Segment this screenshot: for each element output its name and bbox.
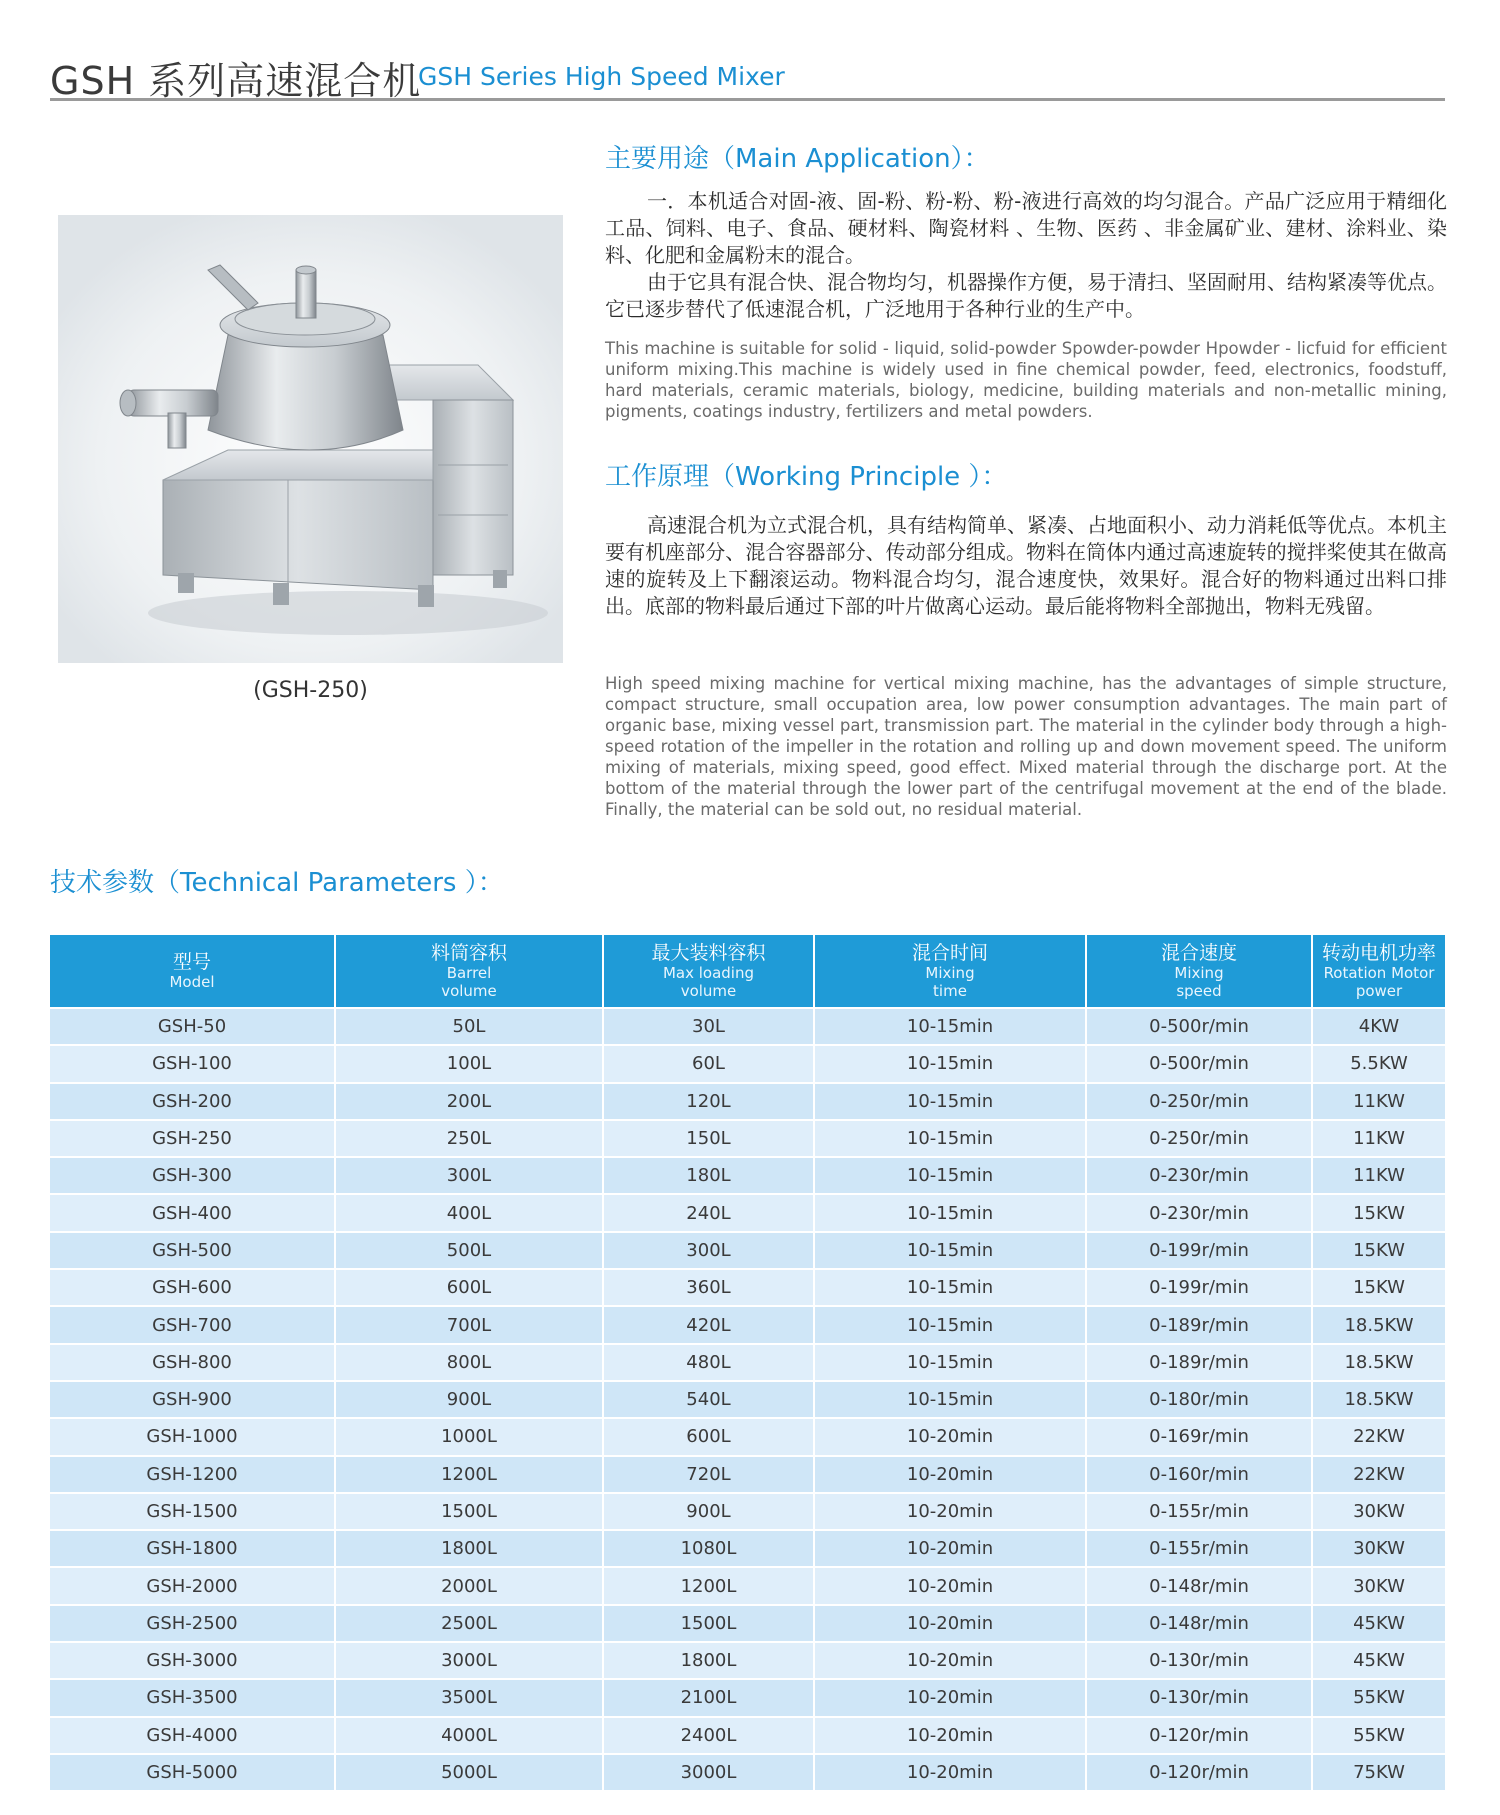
- column-header-mixing-speed: 混合速度 Mixing speed: [1086, 935, 1312, 1008]
- cell-max-loading-volume: 2100L: [603, 1679, 814, 1716]
- cell-max-loading-volume: 420L: [603, 1306, 814, 1343]
- cell-model: GSH-100: [50, 1045, 335, 1082]
- column-header-motor-power: 转动电机功率 Rotation Motor power: [1312, 935, 1445, 1008]
- main-application-en: This machine is suitable for solid - liquid, solid-powder Spowder-powder Hpowder - licfuid for efficient uniform mixing.This machine is widely used in fine chemical powder, feed, electronics, foodstuff, hard materials, ceramic materials, biology, medicine, building materials and non-metallic mining, pigments, coatings industry, fertilizers and metal powders.: [605, 339, 1447, 421]
- cell-mixing-speed: 0-148r/min: [1086, 1567, 1312, 1604]
- main-application-cn-para-2: 由于它具有混合快、混合物均匀，机器操作方便，易于清扫、坚固耐用、结构紧凑等优点。它已逐步替代了低速混合机，广泛地用于各种行业的生产中。: [605, 270, 1447, 321]
- cell-barrel-volume: 100L: [335, 1045, 603, 1082]
- cell-mixing-speed: 0-250r/min: [1086, 1120, 1312, 1157]
- cell-model: GSH-250: [50, 1120, 335, 1157]
- cell-max-loading-volume: 1800L: [603, 1642, 814, 1679]
- cell-barrel-volume: 2500L: [335, 1605, 603, 1642]
- cell-max-loading-volume: 540L: [603, 1381, 814, 1418]
- cell-max-loading-volume: 30L: [603, 1008, 814, 1045]
- cell-max-loading-volume: 240L: [603, 1194, 814, 1231]
- cell-mixing-time: 10-15min: [814, 1306, 1086, 1343]
- technical-parameters-heading: 技术参数（Technical Parameters ）：: [50, 868, 504, 898]
- cell-mixing-speed: 0-189r/min: [1086, 1306, 1312, 1343]
- cell-motor-power: 15KW: [1312, 1194, 1445, 1231]
- cell-mixing-speed: 0-230r/min: [1086, 1157, 1312, 1194]
- main-application-cn-para-1: 一．本机适合对固-液、固-粉、粉-粉、粉-液进行高效的均匀混合。产品广泛应用于精细化工品、饲料、电子、食品、硬材料、陶瓷材料 、生物、医药 、非金属矿业、建材、涂料业、染料、化肥和金属粉末的混合。: [605, 189, 1447, 267]
- cell-motor-power: 55KW: [1312, 1679, 1445, 1716]
- cell-mixing-speed: 0-500r/min: [1086, 1045, 1312, 1082]
- cell-barrel-volume: 1500L: [335, 1493, 603, 1530]
- cell-mixing-time: 10-20min: [814, 1493, 1086, 1530]
- cell-mixing-time: 10-15min: [814, 1344, 1086, 1381]
- cell-model: GSH-200: [50, 1083, 335, 1120]
- cell-model: GSH-3500: [50, 1679, 335, 1716]
- cell-mixing-speed: 0-120r/min: [1086, 1717, 1312, 1754]
- cell-max-loading-volume: 1080L: [603, 1530, 814, 1567]
- cell-motor-power: 30KW: [1312, 1567, 1445, 1604]
- cell-max-loading-volume: 2400L: [603, 1717, 814, 1754]
- cell-barrel-volume: 1800L: [335, 1530, 603, 1567]
- cell-model: GSH-1200: [50, 1456, 335, 1493]
- table-row: [50, 1157, 1445, 1194]
- cell-mixing-time: 10-20min: [814, 1679, 1086, 1716]
- column-header-barrel-volume: 料筒容积 Barrel volume: [335, 935, 603, 1008]
- cell-mixing-time: 10-20min: [814, 1605, 1086, 1642]
- cell-mixing-speed: 0-189r/min: [1086, 1344, 1312, 1381]
- cell-barrel-volume: 250L: [335, 1120, 603, 1157]
- technical-parameters-table: [50, 935, 1445, 1790]
- cell-barrel-volume: 50L: [335, 1008, 603, 1045]
- table-row: [50, 1679, 1445, 1716]
- working-principle-cn-para: 高速混合机为立式混合机，具有结构简单、紧凑、占地面积小、动力消耗低等优点。本机主要有机座部分、混合容器部分、传动部分组成。物料在筒体内通过高速旋转的搅拌桨使其在做高速的旋转及上下翻滚运动。物料混合均匀，混合速度快，效果好。混合好的物料通过出料口排出。底部的物料最后通过下部的叶片做离心运动。最后能将物料全部抛出，物料无残留。: [605, 513, 1447, 618]
- cell-model: GSH-1000: [50, 1418, 335, 1455]
- cell-mixing-time: 10-15min: [814, 1083, 1086, 1120]
- cell-mixing-speed: 0-199r/min: [1086, 1269, 1312, 1306]
- cell-mixing-time: 10-15min: [814, 1232, 1086, 1269]
- cell-mixing-time: 10-20min: [814, 1642, 1086, 1679]
- cell-barrel-volume: 600L: [335, 1269, 603, 1306]
- cell-model: GSH-800: [50, 1344, 335, 1381]
- cell-max-loading-volume: 120L: [603, 1083, 814, 1120]
- table-row: [50, 1344, 1445, 1381]
- cell-max-loading-volume: 3000L: [603, 1754, 814, 1790]
- cell-barrel-volume: 300L: [335, 1157, 603, 1194]
- cell-mixing-time: 10-15min: [814, 1269, 1086, 1306]
- cell-mixing-speed: 0-148r/min: [1086, 1605, 1312, 1642]
- main-application-cn: [605, 188, 1447, 323]
- cell-mixing-speed: 0-130r/min: [1086, 1642, 1312, 1679]
- cell-max-loading-volume: 180L: [603, 1157, 814, 1194]
- product-caption: (GSH-250): [253, 678, 368, 703]
- table-row: [50, 1045, 1445, 1082]
- cell-mixing-time: 10-15min: [814, 1194, 1086, 1231]
- cell-model: GSH-500: [50, 1232, 335, 1269]
- cell-mixing-speed: 0-169r/min: [1086, 1418, 1312, 1455]
- working-principle-cn: [605, 512, 1447, 620]
- product-image: [58, 215, 563, 663]
- cell-mixing-time: 10-20min: [814, 1567, 1086, 1604]
- cell-mixing-speed: 0-180r/min: [1086, 1381, 1312, 1418]
- table-row: [50, 1269, 1445, 1306]
- cell-barrel-volume: 5000L: [335, 1754, 603, 1790]
- cell-barrel-volume: 4000L: [335, 1717, 603, 1754]
- cell-max-loading-volume: 900L: [603, 1493, 814, 1530]
- cell-mixing-time: 10-20min: [814, 1530, 1086, 1567]
- page-title-cn: GSH 系列高速混合机: [50, 59, 422, 103]
- table-row: [50, 1418, 1445, 1455]
- column-header-model: 型号 Model: [50, 935, 335, 1008]
- cell-motor-power: 18.5KW: [1312, 1381, 1445, 1418]
- working-principle-heading: 工作原理（Working Principle ）：: [605, 462, 1008, 492]
- cell-motor-power: 11KW: [1312, 1157, 1445, 1194]
- cell-barrel-volume: 3000L: [335, 1642, 603, 1679]
- cell-max-loading-volume: 150L: [603, 1120, 814, 1157]
- cell-model: GSH-4000: [50, 1717, 335, 1754]
- table-row: [50, 1605, 1445, 1642]
- cell-mixing-speed: 0-199r/min: [1086, 1232, 1312, 1269]
- cell-max-loading-volume: 480L: [603, 1344, 814, 1381]
- cell-mixing-speed: 0-155r/min: [1086, 1530, 1312, 1567]
- cell-max-loading-volume: 720L: [603, 1456, 814, 1493]
- cell-motor-power: 18.5KW: [1312, 1306, 1445, 1343]
- working-principle-en: High speed mixing machine for vertical mixing machine, has the advantages of simple structure, compact structure, small occupation area, low power consumption advantages. The main part of organic base, mixing vessel part, transmission part. The material in the cylinder body through a high-speed rotation of the impeller in the rotation and rolling up and down movement speed. The uniform mixing of materials, mixing speed, good effect. Mixed material through the discharge port. At the bottom of the material through the lower part of the centrifugal movement at the end of the blade. Finally, the material can be sold out, no residual material.: [605, 674, 1447, 819]
- table-row: [50, 1493, 1445, 1530]
- cell-motor-power: 5.5KW: [1312, 1045, 1445, 1082]
- cell-model: GSH-400: [50, 1194, 335, 1231]
- cell-model: GSH-300: [50, 1157, 335, 1194]
- cell-max-loading-volume: 60L: [603, 1045, 814, 1082]
- cell-motor-power: 30KW: [1312, 1493, 1445, 1530]
- table-row: [50, 1381, 1445, 1418]
- cell-barrel-volume: 800L: [335, 1344, 603, 1381]
- cell-motor-power: 45KW: [1312, 1642, 1445, 1679]
- cell-model: GSH-3000: [50, 1642, 335, 1679]
- cell-motor-power: 55KW: [1312, 1717, 1445, 1754]
- table-row: [50, 1530, 1445, 1567]
- cell-model: GSH-1500: [50, 1493, 335, 1530]
- cell-mixing-time: 10-15min: [814, 1120, 1086, 1157]
- cell-barrel-volume: 3500L: [335, 1679, 603, 1716]
- cell-motor-power: 30KW: [1312, 1530, 1445, 1567]
- page-title-en: GSH Series High Speed Mixer: [418, 62, 785, 91]
- cell-motor-power: 11KW: [1312, 1120, 1445, 1157]
- cell-model: GSH-50: [50, 1008, 335, 1045]
- cell-barrel-volume: 900L: [335, 1381, 603, 1418]
- cell-model: GSH-5000: [50, 1754, 335, 1790]
- cell-mixing-speed: 0-120r/min: [1086, 1754, 1312, 1790]
- cell-mixing-time: 10-20min: [814, 1456, 1086, 1493]
- cell-max-loading-volume: 600L: [603, 1418, 814, 1455]
- column-header-mixing-time: 混合时间 Mixing time: [814, 935, 1086, 1008]
- table-row: [50, 1642, 1445, 1679]
- cell-max-loading-volume: 1200L: [603, 1567, 814, 1604]
- cell-motor-power: 15KW: [1312, 1269, 1445, 1306]
- table-row: [50, 1008, 1445, 1045]
- cell-motor-power: 75KW: [1312, 1754, 1445, 1790]
- cell-mixing-speed: 0-160r/min: [1086, 1456, 1312, 1493]
- cell-mixing-time: 10-15min: [814, 1157, 1086, 1194]
- table-row: [50, 1567, 1445, 1604]
- main-application-heading: 主要用途（Main Application）：: [605, 144, 990, 174]
- table-body: [50, 1008, 1445, 1790]
- cell-motor-power: 22KW: [1312, 1456, 1445, 1493]
- cell-mixing-time: 10-20min: [814, 1754, 1086, 1790]
- cell-max-loading-volume: 360L: [603, 1269, 814, 1306]
- cell-motor-power: 4KW: [1312, 1008, 1445, 1045]
- table-row: [50, 1194, 1445, 1231]
- table-row: [50, 1456, 1445, 1493]
- cell-mixing-speed: 0-130r/min: [1086, 1679, 1312, 1716]
- cell-barrel-volume: 200L: [335, 1083, 603, 1120]
- cell-motor-power: 11KW: [1312, 1083, 1445, 1120]
- cell-mixing-time: 10-20min: [814, 1418, 1086, 1455]
- cell-motor-power: 15KW: [1312, 1232, 1445, 1269]
- cell-model: GSH-900: [50, 1381, 335, 1418]
- cell-barrel-volume: 400L: [335, 1194, 603, 1231]
- cell-barrel-volume: 500L: [335, 1232, 603, 1269]
- cell-motor-power: 45KW: [1312, 1605, 1445, 1642]
- cell-motor-power: 18.5KW: [1312, 1344, 1445, 1381]
- cell-model: GSH-600: [50, 1269, 335, 1306]
- cell-barrel-volume: 1200L: [335, 1456, 603, 1493]
- cell-barrel-volume: 2000L: [335, 1567, 603, 1604]
- cell-mixing-time: 10-15min: [814, 1381, 1086, 1418]
- cell-mixing-speed: 0-500r/min: [1086, 1008, 1312, 1045]
- table-row: [50, 1717, 1445, 1754]
- cell-mixing-speed: 0-155r/min: [1086, 1493, 1312, 1530]
- cell-model: GSH-1800: [50, 1530, 335, 1567]
- column-header-max-loading-volume: 最大装料容积 Max loading volume: [603, 935, 814, 1008]
- table-header-row: [50, 935, 1445, 1008]
- table-row: [50, 1083, 1445, 1120]
- cell-mixing-time: 10-15min: [814, 1008, 1086, 1045]
- cell-model: GSH-2000: [50, 1567, 335, 1604]
- cell-mixing-speed: 0-230r/min: [1086, 1194, 1312, 1231]
- cell-mixing-speed: 0-250r/min: [1086, 1083, 1312, 1120]
- cell-motor-power: 22KW: [1312, 1418, 1445, 1455]
- cell-max-loading-volume: 300L: [603, 1232, 814, 1269]
- cell-model: GSH-2500: [50, 1605, 335, 1642]
- table-row: [50, 1232, 1445, 1269]
- page-header: [50, 48, 1445, 101]
- cell-mixing-time: 10-15min: [814, 1045, 1086, 1082]
- table-row: [50, 1306, 1445, 1343]
- cell-barrel-volume: 1000L: [335, 1418, 603, 1455]
- table-row: [50, 1754, 1445, 1790]
- cell-mixing-time: 10-20min: [814, 1717, 1086, 1754]
- cell-model: GSH-700: [50, 1306, 335, 1343]
- cell-barrel-volume: 700L: [335, 1306, 603, 1343]
- table-row: [50, 1120, 1445, 1157]
- cell-max-loading-volume: 1500L: [603, 1605, 814, 1642]
